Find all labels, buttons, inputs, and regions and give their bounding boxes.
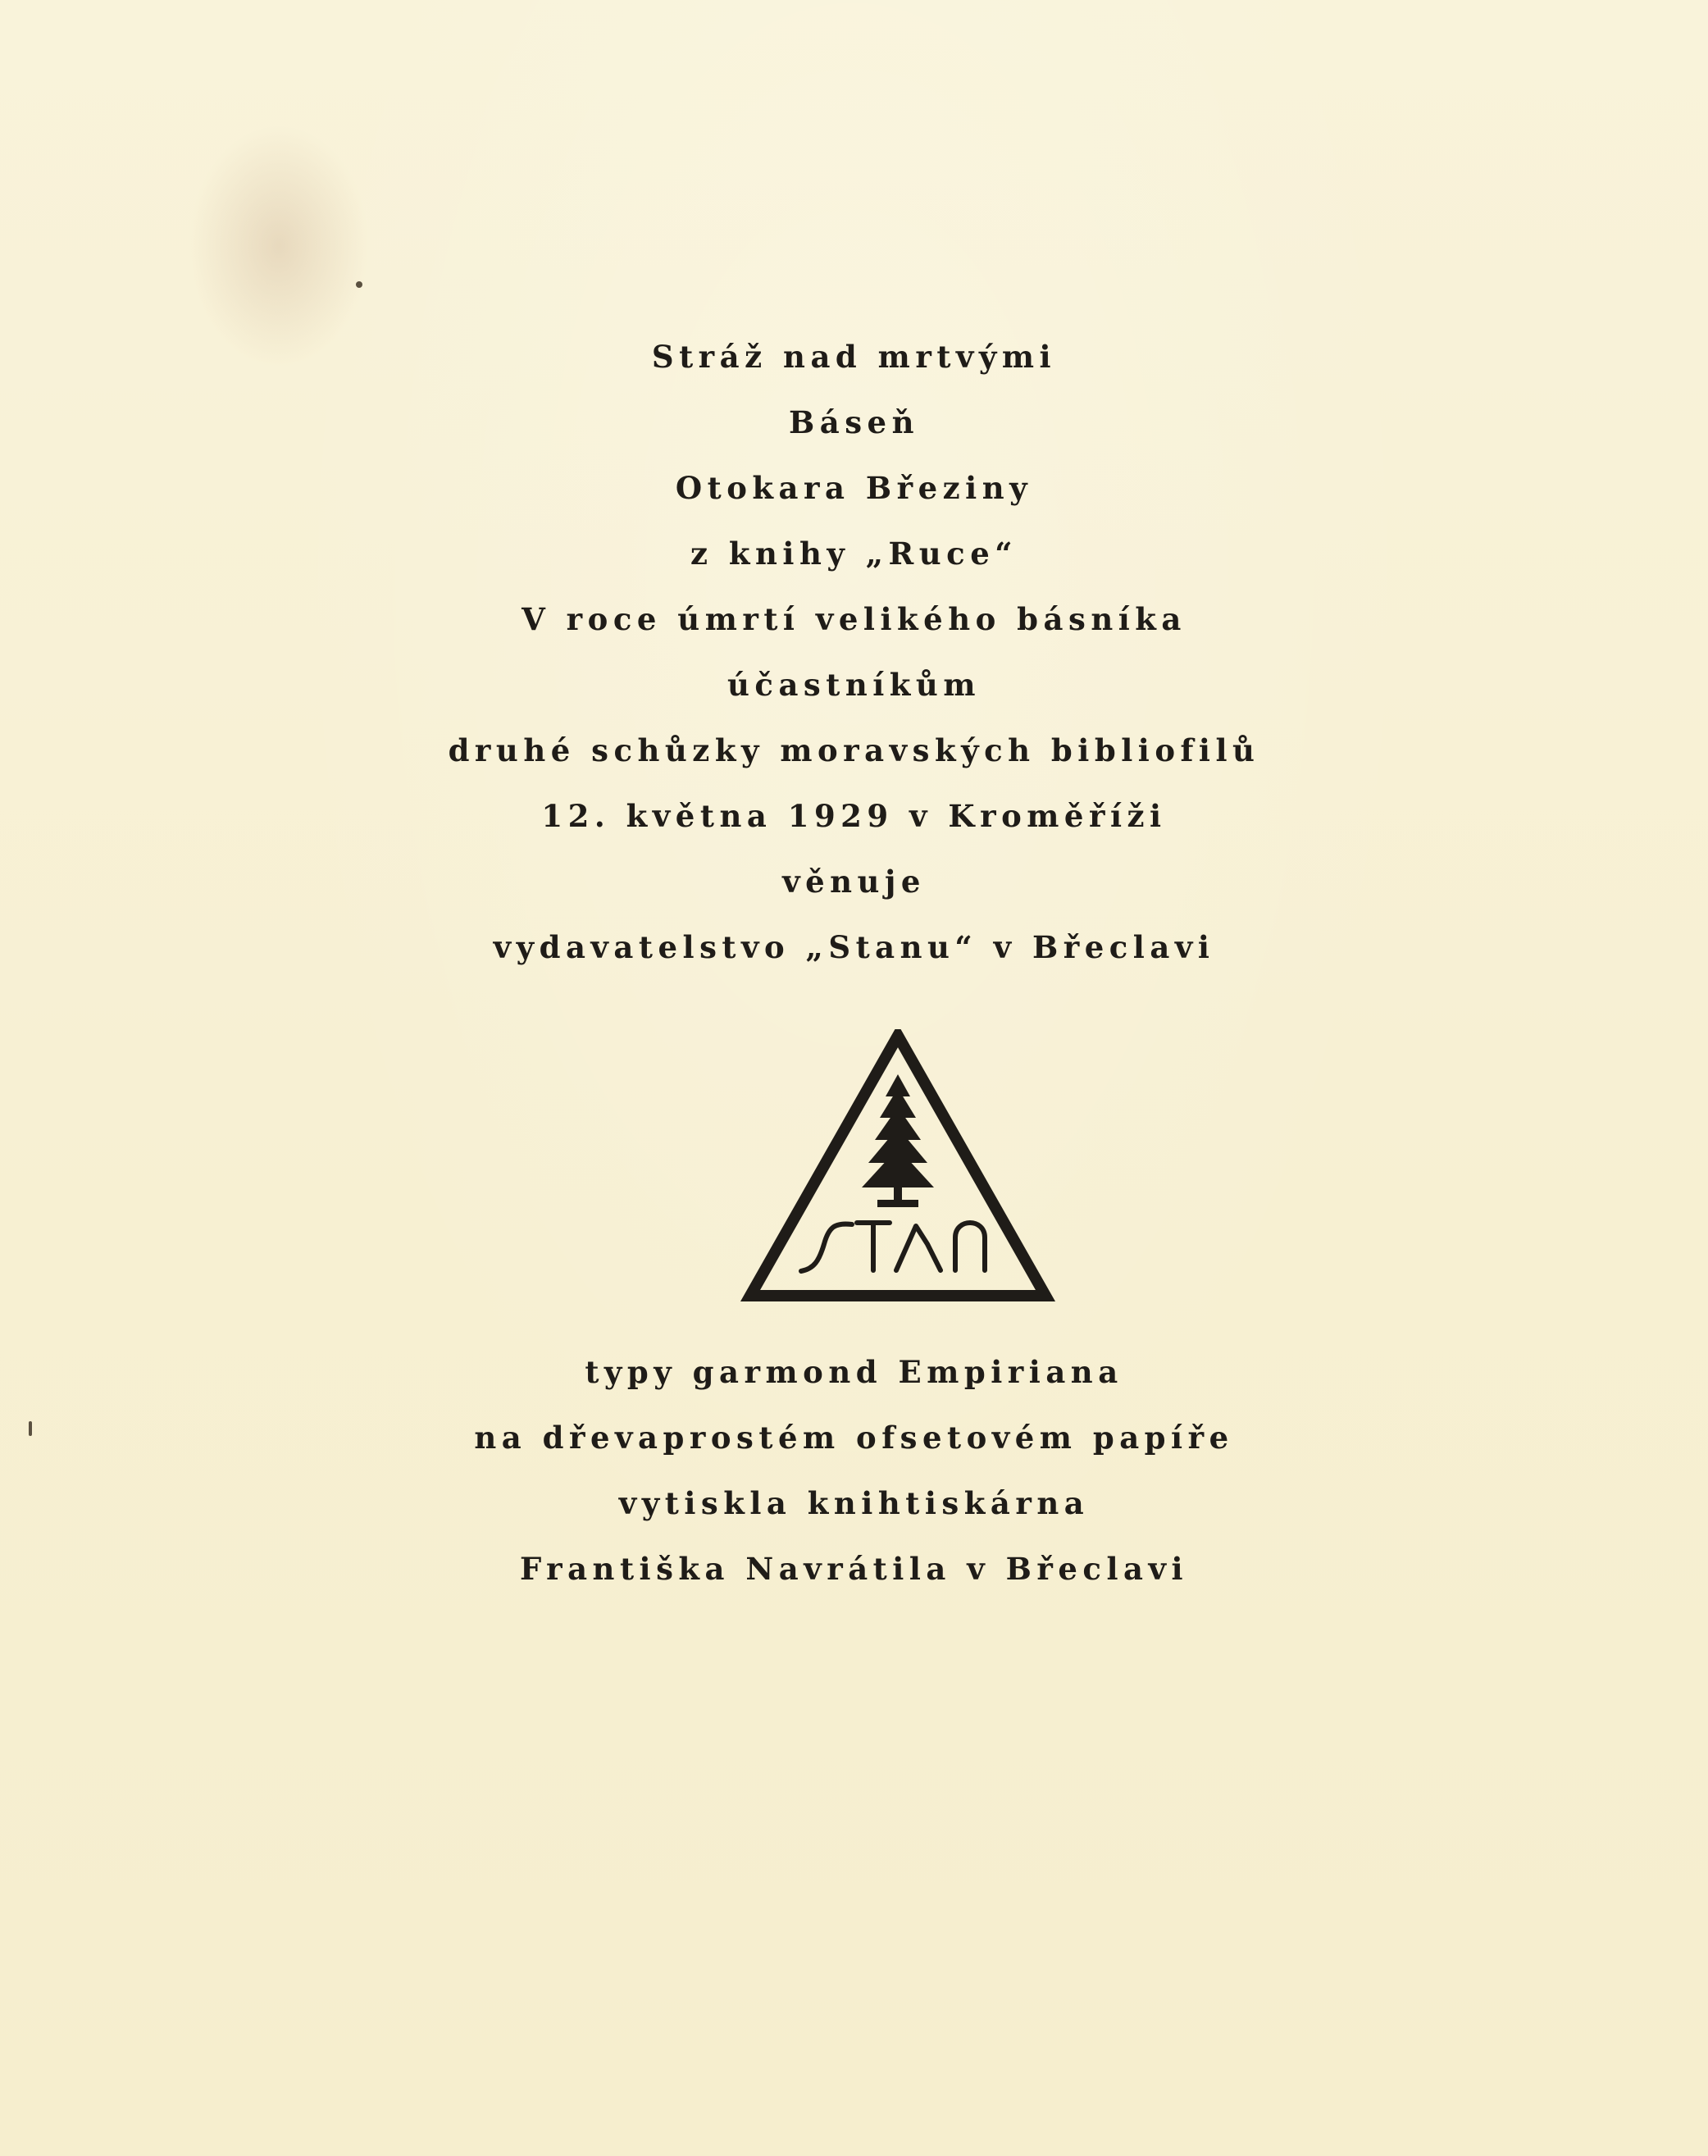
paper-speck (29, 1421, 32, 1436)
dedication-line: věnuje (782, 864, 926, 900)
typeface-line: typy garmond Empiriana (585, 1354, 1123, 1390)
source-book: z knihy „Ruce“ (690, 536, 1018, 572)
publisher-line: vydavatelstvo „Stanu“ v Břeclavi (493, 929, 1215, 965)
dedication-line: účastníkům (727, 667, 981, 703)
dedication-line: V roce úmrtí velikého básníka (522, 601, 1186, 637)
stan-publisher-logo (734, 1029, 1062, 1308)
dedication-line: druhé schůzky moravských bibliofilů (448, 732, 1260, 768)
author-name: Otokara Březiny (675, 470, 1033, 506)
paper-line: na dřevaprostém ofsetovém papíře (474, 1420, 1234, 1456)
printer-line: vytiskla knihtiskárna (618, 1485, 1090, 1521)
printer-name: Františka Navrátila v Břeclavi (519, 1551, 1189, 1587)
work-genre: Báseň (788, 404, 920, 440)
work-title: Stráž nad mrtvými (651, 339, 1057, 375)
event-date: 12. května 1929 v Kroměříži (541, 798, 1167, 834)
stan-logo-lettering (801, 1223, 985, 1271)
paper-speck (356, 281, 362, 288)
tree-icon (862, 1074, 934, 1207)
